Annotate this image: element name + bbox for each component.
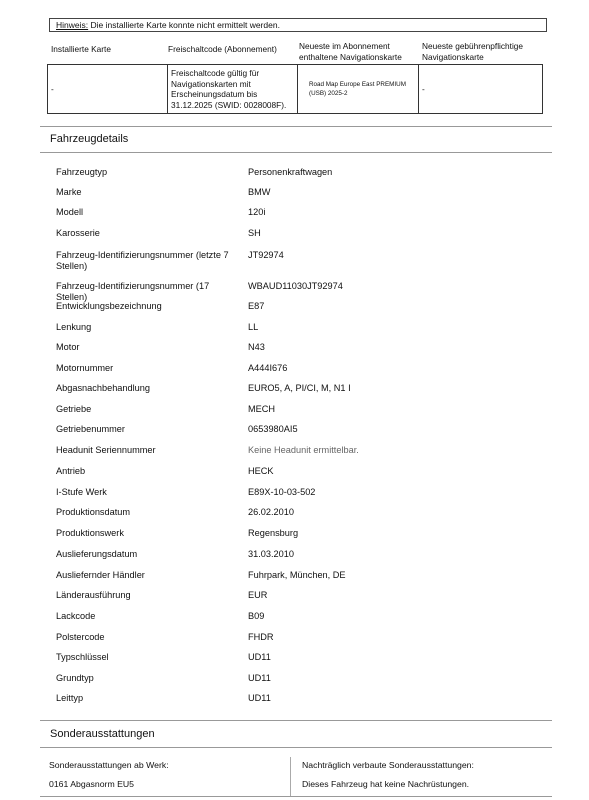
vehicle-detail-value: Fuhrpark, München, DE bbox=[248, 570, 346, 580]
vehicle-detail-label: Modell bbox=[56, 207, 84, 217]
vehicle-detail-label: Entwicklungsbezeichnung bbox=[56, 301, 162, 311]
map-notice bbox=[49, 18, 547, 32]
vehicle-detail-label: Fahrzeugtyp bbox=[56, 167, 108, 177]
vehicle-detail-label: Headunit Seriennummer bbox=[56, 445, 156, 455]
vehicle-detail-value: Regensburg bbox=[248, 528, 299, 538]
vehicle-detail-value: SH bbox=[248, 228, 261, 238]
vehicle-detail-label: Antrieb bbox=[56, 466, 86, 476]
vehicle-detail-value: FHDR bbox=[248, 632, 274, 642]
vehicle-details-title bbox=[40, 126, 552, 153]
vehicle-detail-label: Ausliefernder Händler bbox=[56, 570, 145, 580]
vehicle-detail-label: Fahrzeug-Identifizierungsnummer (letzte 7 Stellen) bbox=[56, 250, 229, 271]
vehicle-detail-value: EUR bbox=[248, 590, 268, 600]
header-latest-subscription-map: Neueste im Abonnement enthaltene Navigationskarte bbox=[299, 41, 402, 62]
vehicle-detail-value: HECK bbox=[248, 466, 274, 476]
vehicle-detail-value: UD11 bbox=[248, 693, 271, 703]
installed-map-value: - bbox=[51, 84, 54, 94]
vehicle-detail-label: Marke bbox=[56, 187, 82, 197]
vehicle-detail-value: 120i bbox=[248, 207, 266, 217]
vehicle-detail-label: Lackcode bbox=[56, 611, 96, 621]
vehicle-detail-value: LL bbox=[248, 322, 259, 332]
vehicle-detail-value: E87 bbox=[248, 301, 265, 311]
navigation-table-row bbox=[47, 64, 543, 114]
activation-code-value: Freischaltcode gültig für Navigationskarten mit Erscheinungsdatum bis 31.12.2025 (SWID: 0028008F). bbox=[167, 65, 297, 113]
vehicle-detail-label: Leittyp bbox=[56, 693, 84, 703]
vehicle-detail-value: 31.03.2010 bbox=[248, 549, 294, 559]
vehicle-detail-value: BMW bbox=[248, 187, 271, 197]
vehicle-detail-label: Getriebenummer bbox=[56, 424, 125, 434]
vehicle-detail-label: Fahrzeug-Identifizierungsnummer (17 Stellen) bbox=[56, 281, 210, 302]
factory-extras-label: Sonderausstattungen ab Werk: bbox=[49, 760, 169, 770]
vehicle-detail-value: Personenkraftwagen bbox=[248, 167, 333, 177]
vehicle-detail-value: WBAUD11030JT92974 bbox=[248, 281, 343, 291]
vehicle-detail-value: JT92974 bbox=[248, 250, 284, 260]
extras-divider bbox=[290, 757, 291, 797]
vehicle-detail-value: A444I676 bbox=[248, 363, 288, 373]
vehicle-detail-value: UD11 bbox=[248, 673, 271, 683]
latest-paid-map-value: - bbox=[418, 65, 542, 113]
vehicle-detail-value: B09 bbox=[248, 611, 265, 621]
vehicle-detail-value: EURO5, A, PI/CI, M, N1 I bbox=[248, 383, 351, 393]
vehicle-detail-label: Produktionsdatum bbox=[56, 507, 131, 517]
vehicle-detail-label: Getriebe bbox=[56, 404, 92, 414]
extras-title bbox=[40, 720, 552, 748]
vehicle-detail-value: N43 bbox=[248, 342, 265, 352]
notice-text: Die installierte Karte konnte nicht ermittelt werden. bbox=[88, 20, 280, 30]
vehicle-detail-value: 26.02.2010 bbox=[248, 507, 294, 517]
header-installed-map: Installierte Karte bbox=[51, 44, 111, 54]
bottom-divider bbox=[40, 796, 552, 797]
vehicle-detail-value: UD11 bbox=[248, 652, 271, 662]
retrofit-extras-text: Dieses Fahrzeug hat keine Nachrüstungen. bbox=[302, 779, 470, 789]
vehicle-detail-label: Motornummer bbox=[56, 363, 114, 373]
vehicle-detail-value: Keine Headunit ermittelbar. bbox=[248, 445, 359, 455]
notice-label: Hinweis: bbox=[56, 20, 89, 30]
vehicle-detail-label: Typschlüssel bbox=[56, 652, 109, 662]
vehicle-detail-value: MECH bbox=[248, 404, 276, 414]
retrofit-extras-label: Nachträglich verbaute Sonderausstattungen: bbox=[302, 760, 474, 770]
extras-heading: Sonderausstattungen bbox=[50, 728, 155, 740]
vehicle-detail-label: Länderausführung bbox=[56, 590, 131, 600]
vehicle-detail-label: Abgasnachbehandlung bbox=[56, 383, 151, 393]
latest-subscription-map-value: Road Map Europe East PREMIUM (USB) 2025-2 bbox=[297, 65, 418, 113]
vehicle-detail-label: Produktionswerk bbox=[56, 528, 124, 538]
vehicle-detail-label: Auslieferungsdatum bbox=[56, 549, 138, 559]
vehicle-details-heading: Fahrzeugdetails bbox=[50, 133, 129, 145]
vehicle-detail-label: Motor bbox=[56, 342, 80, 352]
vehicle-detail-value: 0653980AI5 bbox=[248, 424, 298, 434]
factory-extras-item: 0161 Abgasnorm EU5 bbox=[49, 779, 134, 789]
vehicle-detail-label: Polstercode bbox=[56, 632, 105, 642]
vehicle-detail-label: Lenkung bbox=[56, 322, 92, 332]
vehicle-detail-label: I-Stufe Werk bbox=[56, 487, 107, 497]
header-latest-paid-map: Neueste gebührenpflichtige Navigationskarte bbox=[422, 41, 524, 62]
vehicle-detail-label: Karosserie bbox=[56, 228, 100, 238]
header-activation-code: Freischaltcode (Abonnement) bbox=[168, 44, 277, 54]
vehicle-detail-value: E89X-10-03-502 bbox=[248, 487, 316, 497]
vehicle-detail-label: Grundtyp bbox=[56, 673, 94, 683]
